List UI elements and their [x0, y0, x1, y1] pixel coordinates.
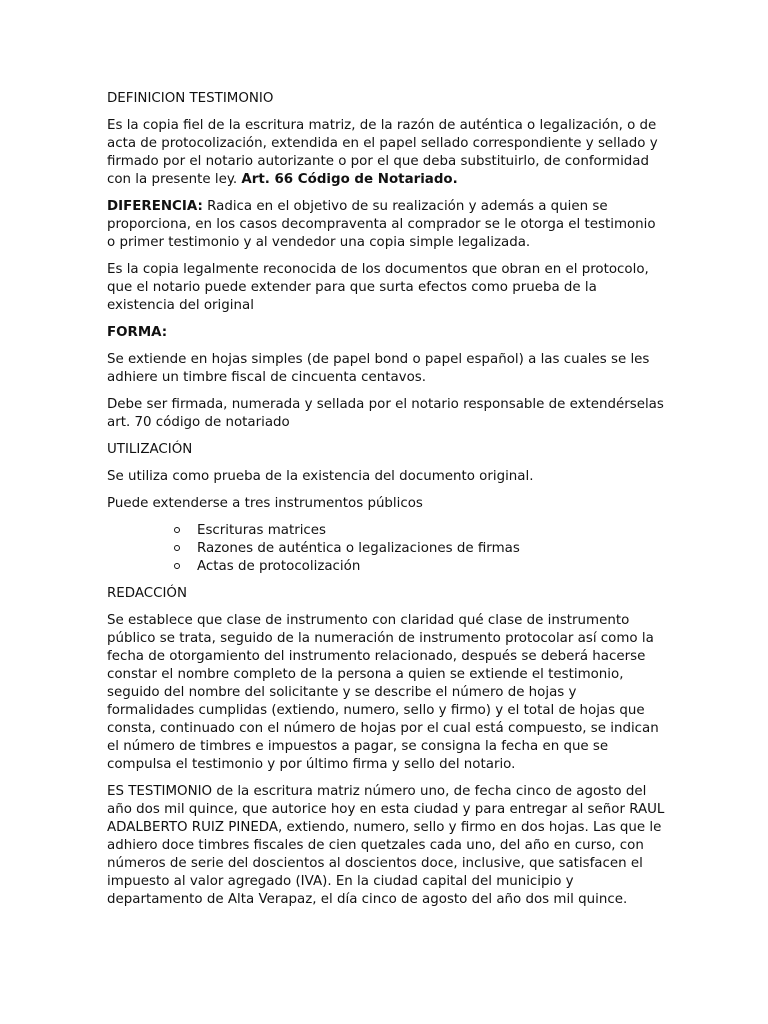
list-item	[174, 540, 667, 558]
definition-text: Es la copia fiel de la escritura matriz, de la razón de auténtica o legalización, o de acta de protocolización, extendida en el papel sellado correspondiente y sellado y firmado por el notario autorizante o por el que deba substituirlo, de conformidad con la presente ley.	[107, 118, 658, 187]
redaccion-paragraph-1: Se establece que clase de instrumento con claridad qué clase de instrumento público se trata, seguido de la numeración de instrumento protocolar así como la fecha de otorgamiento del instrumento relacionado, después se deberá hacerse constar el nombre completo de la persona a quien se extiende el testimonio, seguido del nombre del solicitante y se describe el número de hojas y formalidades cumplidas (extiendo, numero, sello y firmo) y el total de hojas que consta, continuado con el número de hojas por el cual está compuesto, se indican el número de timbres e impuestos a pagar, se consigna la fecha en que se compulsa el testimonio y por último firma y sello del notario.	[107, 613, 659, 772]
document-title: DEFINICION TESTIMONIO	[107, 91, 274, 106]
bullet-circle-icon	[174, 563, 180, 569]
forma-paragraph-1: Se extiende en hojas simples (de papel bond o papel español) a las cuales se les adhiere un timbre fiscal de cincuenta centavos.	[107, 352, 650, 385]
definition-reference: Art. 66 Código de Notariado.	[241, 172, 458, 187]
list-item-label: Razones de auténtica o legalizaciones de firmas	[197, 541, 520, 556]
redaccion-example-paragraph: ES TESTIMONIO de la escritura matriz número uno, de fecha cinco de agosto del año dos mil quince, que autorice hoy en esta ciudad y para entregar al señor RAUL ADALBERTO RUIZ PINEDA, extiendo, numero, sello y firmo en dos hojas. Las que le adhiero doce timbres fiscales de cien quetzales cada uno, del año en curso, con números de serie del doscientos al doscientos doce, inclusive, que satisfacen el impuesto al valor agregado (IVA). En la ciudad capital del municipio y departamento de Alta Verapaz, el día cinco de agosto del año dos mil quince.	[107, 784, 665, 907]
diferencia-text: Radica en el objetivo de su realización y además a quien se proporciona, en los casos decompraventa al comprador se le otorga el testimonio o primer testimonio y al vendedor una copia simple legalizada.	[107, 199, 656, 250]
list-item-label: Actas de protocolización	[197, 559, 361, 574]
utilizacion-paragraph-2: Puede extenderse a tres instrumentos públicos	[107, 496, 423, 511]
utilizacion-heading: UTILIZACIÓN	[107, 442, 193, 457]
list-item	[174, 522, 667, 540]
document-page	[107, 90, 667, 918]
redaccion-heading: REDACCIÓN	[107, 586, 187, 601]
utilizacion-paragraph-1: Se utiliza como prueba de la existencia del documento original.	[107, 469, 534, 484]
diferencia-label: DIFERENCIA:	[107, 199, 203, 214]
bullet-circle-icon	[174, 527, 180, 533]
instrument-list	[107, 522, 667, 576]
definition-paragraph	[107, 117, 667, 189]
diferencia-paragraph	[107, 198, 667, 252]
legal-copy-paragraph: Es la copia legalmente reconocida de los documentos que obran en el protocolo, que el notario puede extender para que surta efectos como prueba de la existencia del original	[107, 262, 649, 313]
bullet-circle-icon	[174, 545, 180, 551]
forma-heading: FORMA:	[107, 325, 168, 340]
forma-paragraph-2: Debe ser firmada, numerada y sellada por el notario responsable de extendérselas art. 70 código de notariado	[107, 397, 664, 430]
list-item	[174, 558, 667, 576]
list-item-label: Escrituras matrices	[197, 523, 327, 538]
